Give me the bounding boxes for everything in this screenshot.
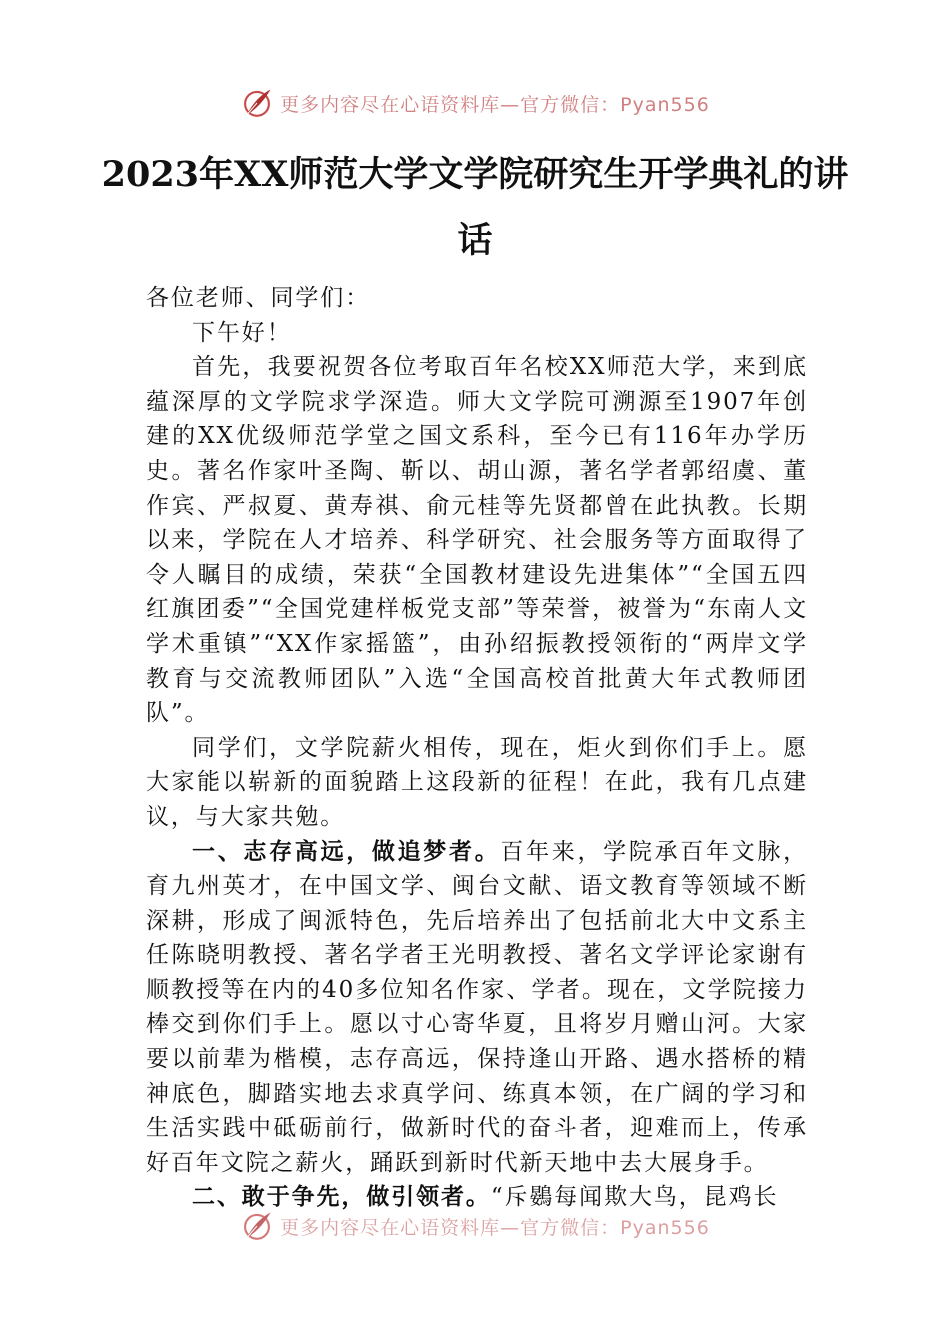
watermark-header (0, 83, 950, 123)
greeting: 下午好！ (192, 319, 292, 346)
section-2-body: “斥鷃每闻欺大鸟，昆鸡长 (490, 1184, 779, 1211)
watermark-text: 更多内容尽在心语资料库—官方微信：Pyan556 (280, 93, 710, 116)
paragraph-transition: 同学们，文学院薪火相传，现在，炬火到你们手上。愿大家能以崭新的面貌踏上这段新的征程！在此，我有几点建议，与大家共勉。 (146, 734, 808, 830)
document-body (146, 281, 808, 1215)
watermark-text: 更多内容尽在心语资料库—官方微信：Pyan556 (280, 1216, 710, 1239)
feather-pen-logo-icon (240, 1209, 274, 1243)
paragraph-intro: 首先，我要祝贺各位考取百年名校XX师范大学，来到底蕴深厚的文学院求学深造。师大文学院可溯源至1907年创建的XX优级师范学堂之国文系科，至今已有116年办学历史。著名作家叶圣陶、靳以、胡山源，著名学者郭绍虞、董作宾、严叔夏、黄寿祺、俞元桂等先贤都曾在此执教。长期以来，学院在人才培养、科学研究、社会服务等方面取得了令人瞩目的成绩，荣获“全国教材建设先进集体”“全国五四红旗团委”“全国党建样板党支部”等荣誉，被誉为“东南人文学术重镇”“XX作家摇篮”，由孙绍振教授领衔的“两岸文学教育与交流教师团队”入选“全国高校首批黄大年式教师团队”。 (146, 354, 808, 727)
section-1 (146, 835, 808, 1181)
section-1-heading: 一、志存高远，做追梦者。 (192, 838, 501, 865)
section-1-body: 百年来，学院承百年文脉，育九州英才，在中国文学、闽台文献、语文教育等领域不断深耕，形成了闽派特色，先后培养出了包括前北大中文系主任陈晓明教授、著名学者王光明教授、著名文学评论家谢有顺教授等在内的40多位知名作家、学者。现在，文学院接力棒交到你们手上。愿以寸心寄华夏，且将岁月赠山河。大家要以前辈为楷模，志存高远，保持逢山开路、遇水搭桥的精神底色，脚踏实地去求真学问、练真本领，在广阔的学习和生活实践中砥砺前行，做新时代的奋斗者，迎难而上，传承好百年文院之薪火，踊跃到新时代新天地中去大展身手。 (146, 838, 808, 1176)
watermark-footer (0, 1206, 950, 1246)
salutation: 各位老师、同学们： (146, 285, 371, 311)
section-2-heading: 二、敢于争先，做引领者。 (192, 1184, 491, 1211)
document-title: 2023年XX师范大学文学院研究生开学典礼的讲话 (101, 154, 849, 261)
feather-pen-logo-icon (240, 86, 274, 120)
